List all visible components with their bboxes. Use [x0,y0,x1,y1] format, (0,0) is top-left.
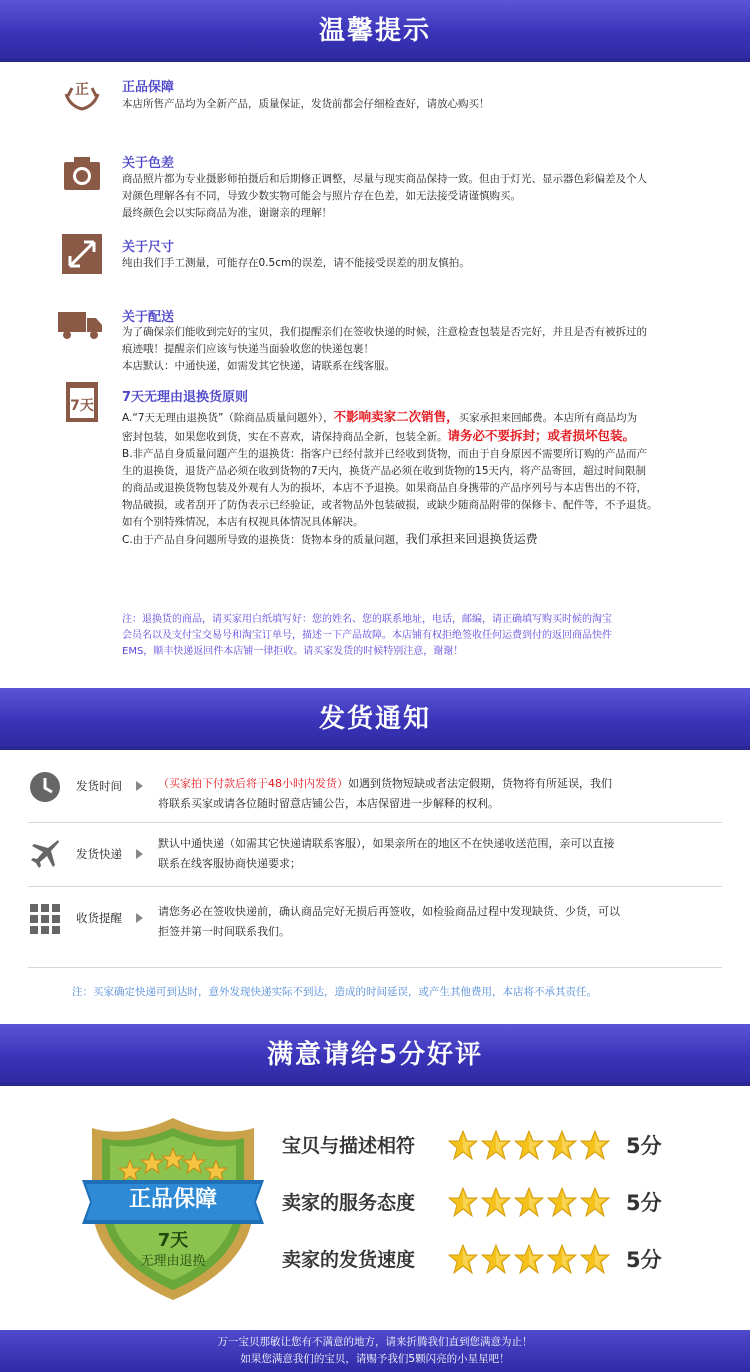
note-line: 会员名以及支付宝交易号和淘宝订单号，描述一下产品故障。本店铺有权拒绝签收任何运费到付的返回商品快件 [122,630,612,641]
camera-icon [62,154,102,194]
svg-text:7天: 7天 [70,398,94,414]
divider [28,967,722,968]
rating-row [282,1183,682,1223]
tip-title: 关于尺寸 [122,240,175,255]
star-icon [547,1244,577,1274]
tip-body [122,408,722,549]
star-icon [514,1244,544,1274]
policy-a2-red: 请务必不要拆封；或者损坏包装。 [447,428,636,443]
tip-line: 对颜色理解各有不同，导致少数实物可能会与照片存在色差，如无法接受请谨慎购买。 [122,190,521,202]
tip-line: 如有个别特殊情况，本店有权视具体情况具体解决。 [122,516,364,528]
star-icon [448,1130,478,1160]
footer-line: 如果您满意我们的宝贝，请赐予我们5颗闪亮的小星星吧！ [240,1353,510,1365]
badge-top-text: 正品保障 [128,1187,217,1212]
tip-line: 最终颜色会以实际商品为准，谢谢亲的理解！ [122,207,332,219]
tip-line: 生的退换货，退货产品必须在收到货物的7天内，换货产品必须在收到货物的15天内，将产品寄回，超过时间限制 [122,465,647,477]
rating-score: 5分 [626,1134,662,1158]
chevron-right-icon [136,913,143,923]
tip-line: 本店所售产品均为全新产品，质量保证，发货前都会仔细检查好，请放心购买！ [122,98,490,110]
star-icon [448,1244,478,1274]
ship-receive-text2: 拒签并第一时间联系我们。 [158,925,290,938]
rating-label: 卖家的发货速度 [282,1249,416,1271]
clock-icon [28,770,62,804]
rating-row [282,1126,682,1166]
star-icon [448,1187,478,1217]
chevron-right-icon [136,781,143,791]
star-icon [580,1187,610,1217]
star-icon [481,1187,511,1217]
tip-line: 本店默认：中通快递，如需发其它快递，请联系在线客服。 [122,360,395,372]
ship-text [158,774,698,814]
genuine-hands-icon [62,72,102,112]
tip-title: 7天无理由退换货原则 [122,390,249,405]
policy-a-end: 买家承担来回邮费。本店所有商品均为 [458,412,638,424]
star-icon [481,1130,511,1160]
policy-c-line [122,531,722,549]
svg-text:正: 正 [75,82,89,98]
divider [28,886,722,887]
ship-time-red: （买家拍下付款后将于48小时内发货） [158,777,348,790]
rating-score: 5分 [626,1248,662,1272]
ship-text [158,902,698,942]
policy-c-end: 我们承担来回退换货运费 [405,532,538,546]
star-icon [580,1244,610,1274]
shipping-note: 注：买家确定快递可到达时，意外发现快递实际不到达，造成的时间延误，或产生其他费用，本店将不承其责任。 [72,986,597,998]
header-banner-tips [0,0,750,62]
tip-line: 痕迹哦！提醒亲们应该与快递当面验收您的快递包裹！ [122,343,374,355]
tip-body [122,255,722,272]
policy-a-red: 不影响卖家二次销售， [333,409,459,424]
return-note [122,612,712,660]
tip-title: 关于色差 [122,156,175,171]
note-line: 注：退换货的商品，请买家用白纸填写好：您的姓名、您的联系地址，电话，邮编，请正确填写购买时候的淘宝 [122,614,612,625]
resize-arrow-icon [62,234,102,274]
ship-label: 收货提醒 [76,911,122,925]
rating-label: 卖家的服务态度 [282,1192,416,1214]
policy-c-text: C.由于产品自身问题所导致的退换货：货物本身的质量问题， [122,534,406,546]
ship-label: 发货快递 [76,847,122,861]
section-title-tips: 温馨提示 [318,16,431,46]
star-icon [514,1187,544,1217]
tip-line: 的商品或退换货物包装及外观有人为的损坏，本店不予退换。如果商品自身携带的产品序列号与本店售出的不符， [122,482,647,494]
ship-courier-text2: 联系在线客服协商快递要求； [158,857,301,870]
section-title-rating: 满意请给5分好评 [266,1040,484,1070]
note-line: EMS，顺丰快递返回件本店铺一律拒收。请买家发货的时候特别注意，谢谢！ [122,646,464,657]
ship-label: 发货时间 [76,779,122,793]
policy-a-text: A.“7天无理由退换货”（除商品质量问题外）， [122,412,334,424]
airplane-icon [28,836,62,870]
star-icon [547,1187,577,1217]
rating-row [282,1240,682,1280]
policy-a2-text: 密封包装，如果您收到货，实在不喜欢，请保持商品全新，包装全新。 [122,431,448,443]
rating-score: 5分 [626,1191,662,1215]
truck-icon [58,304,104,344]
section-title-shipping: 发货通知 [318,704,431,734]
rating-stars [448,1130,613,1162]
tip-line: 纯由我们手工测量，可能存在0.5cm的误差，请不能接受误差的朋友慎拍。 [122,257,470,269]
grid-icon [28,902,62,936]
ship-time-text: 如遇到货物短缺或者法定假期，货物将有所延误，我们 [348,777,612,790]
rating-stars [448,1244,613,1276]
header-banner-shipping [0,688,750,750]
tip-line: B.非产品自身质量问题产生的退换货：指客户已经付款并已经收到货物，而由于自身原因不需要所订购的产品而产 [122,448,648,460]
tip-line: 物品破损，或者刮开了防伪表示已经验证，或者物品外包装破损，或缺少随商品附带的保修卡、配件等，不予退货。 [122,499,658,511]
header-banner-rating [0,1024,750,1086]
star-icon [514,1130,544,1160]
tip-line: 商品照片都为专业摄影师拍摄后和后期修正调整，尽量与现实商品保持一致。但由于灯光、显示器色彩偏差及个人 [122,173,647,185]
divider [28,822,722,823]
badge-bottom-text: 无理由退换 [140,1254,206,1269]
footer-banner [0,1330,750,1372]
policy-a-line2 [122,427,722,446]
ship-text [158,834,698,874]
policy-a-line1 [122,408,722,427]
star-icon [547,1130,577,1160]
tip-title: 关于配送 [122,310,175,325]
rating-stars [448,1187,613,1219]
rating-label: 宝贝与描述相符 [282,1135,416,1157]
chevron-right-icon [136,849,143,859]
ship-receive-text1: 请您务必在签收快递前，确认商品完好无损后再签收，如检验商品过程中发现缺货、少货，可以 [158,905,620,918]
tip-title: 正品保障 [122,80,175,95]
ship-courier-text1: 默认中通快递（如需其它快递请联系客服），如果亲所在的地区不在快递收送范围，亲可以直接 [158,837,615,850]
tip-line: 为了确保亲们能收到完好的宝贝，我们提醒亲们在签收快递的时候，注意检查包装是否完好，并且是否有被拆过的 [122,326,647,338]
badge-mid-text: 7天 [157,1230,189,1251]
tip-body [122,96,722,113]
ship-time-text2: 将联系买家或请各位随时留意店铺公告，本店保留进一步解释的权利。 [158,797,499,810]
footer-line: 万一宝贝那敏让您有不满意的地方，请来折腾我们直到您满意为止！ [217,1336,533,1348]
tip-body [122,324,722,375]
star-icon [580,1130,610,1160]
star-icon [481,1244,511,1274]
tip-body [122,171,722,222]
seven-day-calendar-icon [66,382,98,422]
